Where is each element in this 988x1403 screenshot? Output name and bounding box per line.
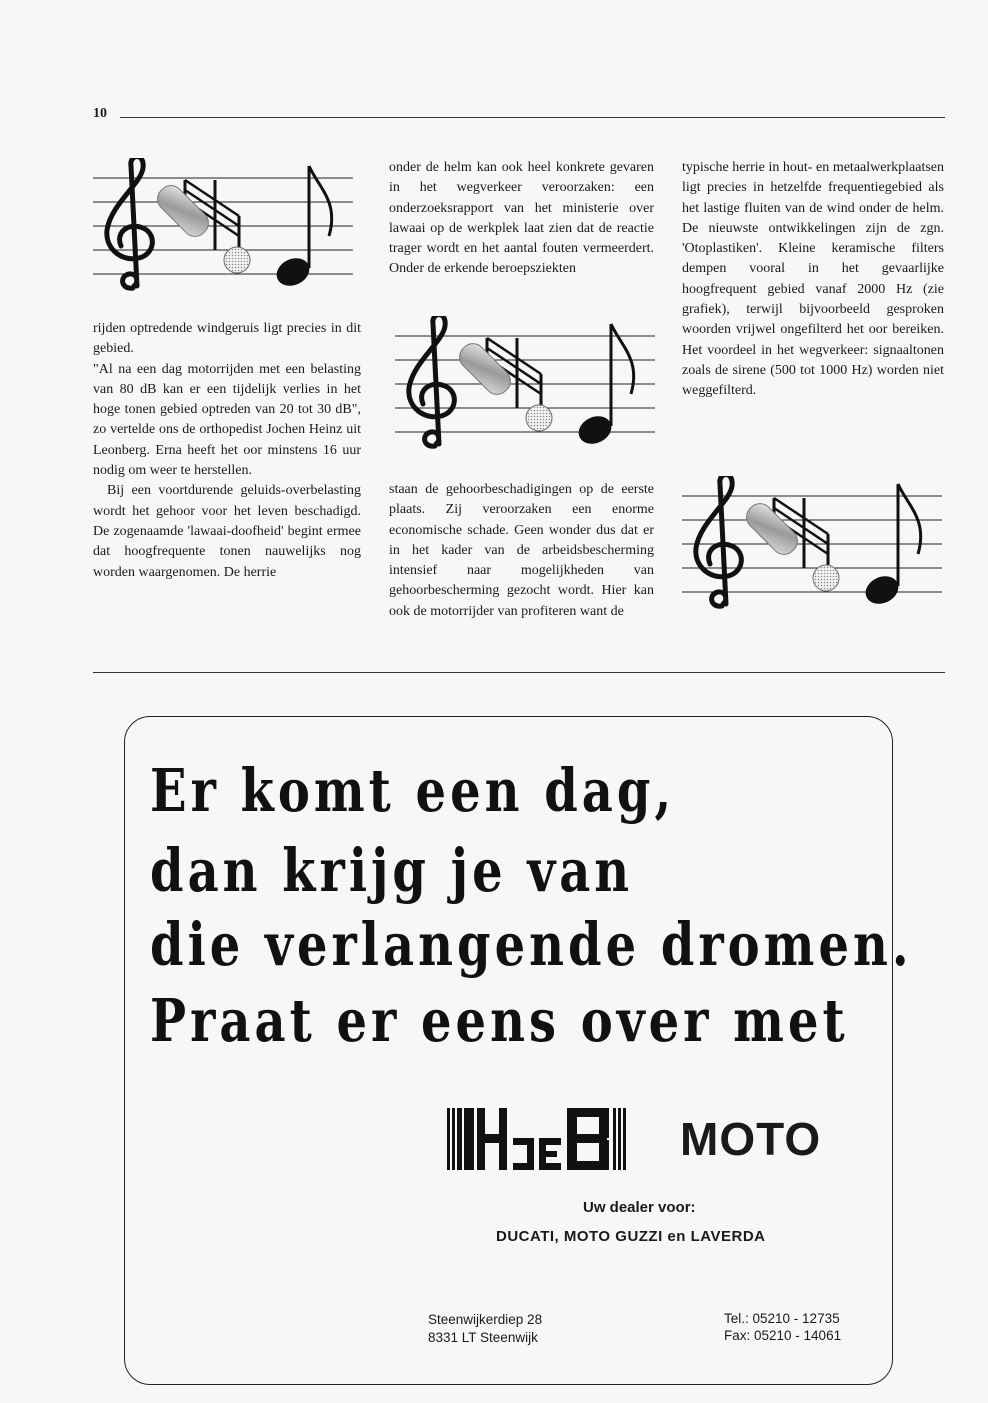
- slogan-line-4: Praat er eens over met: [150, 987, 849, 1056]
- paragraph: typische herrie in hout- en metaalwerkplaatsen ligt precies in hetzelfde frequentiegebied als het lastige fluiten van de wind onder de helm. De nieuwste ontwikkelingen zijn de zgn. 'Otoplastiken'. Kleine keramische filters dempen vooral in het gevaarlijke hoogfrequent gebied vanaf 2000 Hz (zie grafiek), terwijl bijvoorbeeld gesproken woorden vrijwel ongefilterd het oor bereiken. Het voordeel in het wegverkeer: signaaltonen zoals de sirene (500 tot 1000 Hz) worden niet weggefilterd.: [682, 160, 944, 399]
- article-column-1: [93, 319, 361, 583]
- address-city: 8331 LT Steenwijk: [428, 1330, 538, 1345]
- dealer-label: Uw dealer voor:: [583, 1199, 696, 1216]
- music-illustration-2: [395, 316, 657, 456]
- section-divider: [93, 672, 945, 673]
- paragraph: staan de gehoorbeschadigingen op de eerste plaats. Zij veroorzaken een enorme economische schade. Geen wonder dus dat er in het kader van de arbeidsbescherming intensief naar mogelijkheden van gehoorbescherming gezocht wordt. Hier kan ook de motorrijder van profiteren want de: [389, 482, 654, 619]
- article-column-2-bottom: [389, 480, 654, 622]
- paragraph: "Al na een dag motorrijden met een belasting van 80 dB kan er een tijdelijk verlies in het hoge tonen gebied optreden van 20 tot 30 dB", zo vertelde ons de orthopedist Jochen Heinz uit Leonberg. Erna heeft het oor minstens 16 uur nodig om weer te herstellen.: [93, 361, 361, 479]
- slogan-line-2: dan krijg je van: [150, 837, 634, 906]
- article-column-2-top: [389, 158, 654, 280]
- hdeb-logo: [447, 1108, 659, 1170]
- brand-wordmark: MOTO: [680, 1113, 822, 1165]
- slogan-line-1: Er komt een dag,: [150, 757, 676, 826]
- dealer-brands: DUCATI, MOTO GUZZI en LAVERDA: [496, 1228, 766, 1245]
- paragraph: rijden optredende windgeruis ligt precies in dit gebied.: [93, 321, 361, 357]
- music-illustration-1: [93, 158, 355, 298]
- slogan-line-3: die verlangende dromen.: [150, 911, 913, 980]
- fax-number: Fax: 05210 - 14061: [724, 1328, 842, 1343]
- paragraph: Bij een voortdurende geluids-overbelasting wordt het gehoor voor het leven beschadigd. De zogenaamde 'lawaai-doofheid' begint ermee dat hoogfrequente tonen nauwelijks nog worden waargenomen. De herrie: [93, 483, 361, 580]
- header-rule: [120, 117, 945, 118]
- phone-number: Tel.: 05210 - 12735: [724, 1311, 840, 1326]
- article-column-3: [682, 158, 944, 402]
- paragraph: onder de helm kan ook heel konkrete gevaren in het wegverkeer veroorzaken: een onderzoeksrapport van het ministerie over lawaai op de werkplek laat zien dat de reactie trager wordt en het aantal fouten vermeerdert. Onder de erkende beroepsziekten: [389, 160, 654, 277]
- address-street: Steenwijkerdiep 28: [428, 1312, 543, 1327]
- music-illustration-3: [682, 476, 944, 616]
- page-number: 10: [93, 106, 107, 121]
